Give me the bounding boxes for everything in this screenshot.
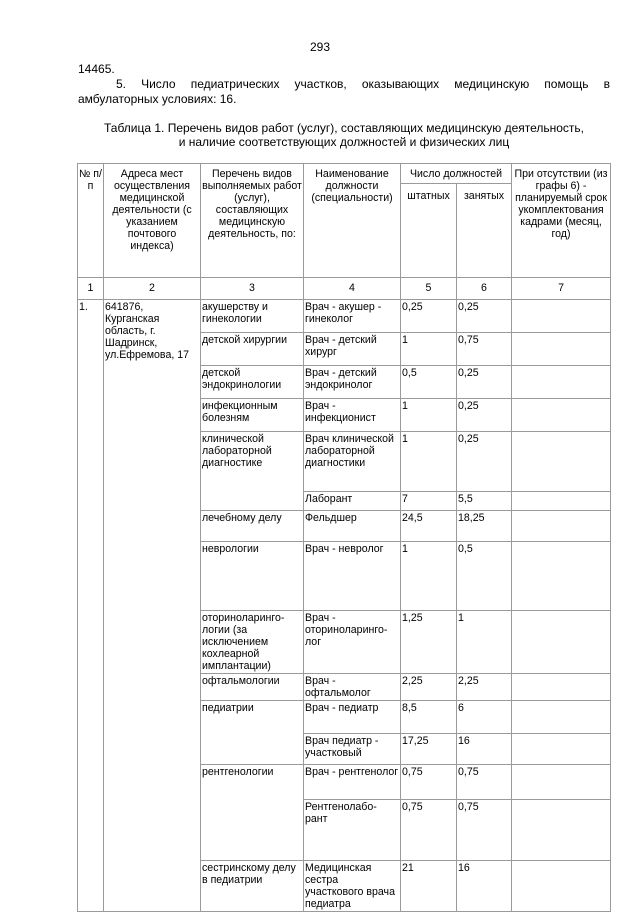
- occupied-count-cell: 0,75: [457, 333, 512, 366]
- staff-count-cell: 21: [401, 861, 457, 912]
- staff-count-cell: 1: [401, 542, 457, 611]
- staffing-plan-cell: [512, 366, 611, 399]
- work-type-cell: офтальмологии: [201, 674, 304, 701]
- header-staff: штатных: [401, 184, 457, 278]
- work-type-cell: рентгенологии: [201, 765, 304, 861]
- occupied-count-cell: 0,25: [457, 399, 512, 432]
- table-caption-line-1: Таблица 1. Перечень видов работ (услуг), составляющих медицинскую деятельность,: [103, 121, 585, 135]
- staffing-plan-cell: [512, 674, 611, 701]
- position-cell: Врач - детский эндокринолог: [304, 366, 401, 399]
- occupied-count-cell: 0,25: [457, 300, 512, 333]
- work-type-cell: акушерству и гинекологии: [201, 300, 304, 333]
- paragraph-continuation: 14465.: [78, 62, 115, 76]
- position-cell: Врач - оториноларинго-лог: [304, 611, 401, 674]
- page-number: 293: [309, 40, 331, 54]
- occupied-count-cell: 6: [457, 701, 512, 734]
- occupied-count-cell: 0,75: [457, 800, 512, 861]
- staff-count-cell: 1: [401, 333, 457, 366]
- staff-count-cell: 1: [401, 399, 457, 432]
- position-cell: Фельдшер: [304, 511, 401, 542]
- staffing-plan-cell: [512, 701, 611, 734]
- staffing-plan-cell: [512, 734, 611, 765]
- staffing-plan-cell: [512, 333, 611, 366]
- position-cell: Рентгенолабо-рант: [304, 800, 401, 861]
- work-type-cell: оториноларинго-логии (за исключением кохлеарной имплантации): [201, 611, 304, 674]
- staff-count-cell: 0,5: [401, 366, 457, 399]
- work-type-cell: детской хирургии: [201, 333, 304, 366]
- occupied-count-cell: 2,25: [457, 674, 512, 701]
- occupied-count-cell: 18,25: [457, 511, 512, 542]
- work-type-cell: детской эндокринологии: [201, 366, 304, 399]
- occupied-count-cell: 16: [457, 734, 512, 765]
- staffing-plan-cell: [512, 300, 611, 333]
- staff-count-cell: 1,25: [401, 611, 457, 674]
- header-count-group: Число должностей: [401, 164, 512, 184]
- occupied-count-cell: 5,5: [457, 492, 512, 511]
- staff-count-cell: 0,75: [401, 800, 457, 861]
- staff-count-cell: 7: [401, 492, 457, 511]
- header-address: Адреса мест осуществления медицинской деятельности (с указанием почтового индекса): [104, 164, 201, 278]
- table-body: [78, 300, 611, 912]
- position-cell: Врач - рентгенолог: [304, 765, 401, 800]
- staff-count-cell: 24,5: [401, 511, 457, 542]
- header-occupied: занятых: [457, 184, 512, 278]
- occupied-count-cell: 0,75: [457, 765, 512, 800]
- table-caption: [78, 121, 610, 149]
- work-type-cell: клинической лабораторной диагностике: [201, 432, 304, 511]
- staff-count-cell: 2,25: [401, 674, 457, 701]
- staffing-plan-cell: [512, 861, 611, 912]
- address-cell: 641876, Курганская область, г. Шадринск, ул.Ефремова, 17: [104, 300, 201, 912]
- occupied-count-cell: 16: [457, 861, 512, 912]
- work-type-cell: лечебному делу: [201, 511, 304, 542]
- table-caption-line-2: и наличие соответствующих должностей и физических лиц: [178, 135, 510, 149]
- row-number: 1.: [78, 300, 104, 912]
- staffing-plan-cell: [512, 765, 611, 800]
- occupied-count-cell: 0,5: [457, 542, 512, 611]
- staff-count-cell: 0,25: [401, 300, 457, 333]
- occupied-count-cell: 0,25: [457, 366, 512, 399]
- column-number: 5: [401, 278, 457, 300]
- column-numbers-row: [78, 278, 611, 300]
- position-cell: Врач - детский хирург: [304, 333, 401, 366]
- staffing-plan-cell: [512, 800, 611, 861]
- work-type-cell: педиатрии: [201, 701, 304, 765]
- staffing-plan-cell: [512, 432, 611, 492]
- position-cell: Врач - педиатр: [304, 701, 401, 734]
- position-cell: Врач - инфекционист: [304, 399, 401, 432]
- header-position: Наименование должности (специальности): [304, 164, 401, 278]
- work-type-cell: инфекционным болезням: [201, 399, 304, 432]
- occupied-count-cell: 1: [457, 611, 512, 674]
- column-number: 2: [104, 278, 201, 300]
- position-cell: Врач - невролог: [304, 542, 401, 611]
- column-number: 1: [78, 278, 104, 300]
- works-table: [77, 163, 611, 912]
- staff-count-cell: 17,25: [401, 734, 457, 765]
- position-cell: Медицинская сестра участкового врача педиатра: [304, 861, 401, 912]
- work-type-cell: сестринскому делу в педиатрии: [201, 861, 304, 912]
- staff-count-cell: 0,75: [401, 765, 457, 800]
- column-number: 6: [457, 278, 512, 300]
- work-type-cell: неврологии: [201, 542, 304, 611]
- header-num: № п/п: [78, 164, 104, 278]
- paragraph-pediatric-sites: 5. Число педиатрических участков, оказывающих медицинскую помощь в амбулаторных условиях: 16.: [78, 77, 610, 106]
- position-cell: Врач педиатр - участковый: [304, 734, 401, 765]
- staffing-plan-cell: [512, 542, 611, 611]
- table-row: [78, 300, 611, 333]
- position-cell: Врач - офтальмолог: [304, 674, 401, 701]
- staffing-plan-cell: [512, 511, 611, 542]
- staffing-plan-cell: [512, 492, 611, 511]
- column-number: 7: [512, 278, 611, 300]
- staffing-plan-cell: [512, 399, 611, 432]
- position-cell: Врач клинической лабораторной диагностики: [304, 432, 401, 492]
- header-absence: При отсутствии (из графы 6) - планируемый срок укомплектования кадрами (месяц, год): [512, 164, 611, 278]
- staff-count-cell: 1: [401, 432, 457, 492]
- position-cell: Лаборант: [304, 492, 401, 511]
- staffing-plan-cell: [512, 611, 611, 674]
- column-number: 3: [201, 278, 304, 300]
- occupied-count-cell: 0,25: [457, 432, 512, 492]
- staff-count-cell: 8,5: [401, 701, 457, 734]
- position-cell: Врач - акушер - гинеколог: [304, 300, 401, 333]
- column-number: 4: [304, 278, 401, 300]
- header-works: Перечень видов выполняемых работ (услуг), составляющих медицинскую деятельность, по:: [201, 164, 304, 278]
